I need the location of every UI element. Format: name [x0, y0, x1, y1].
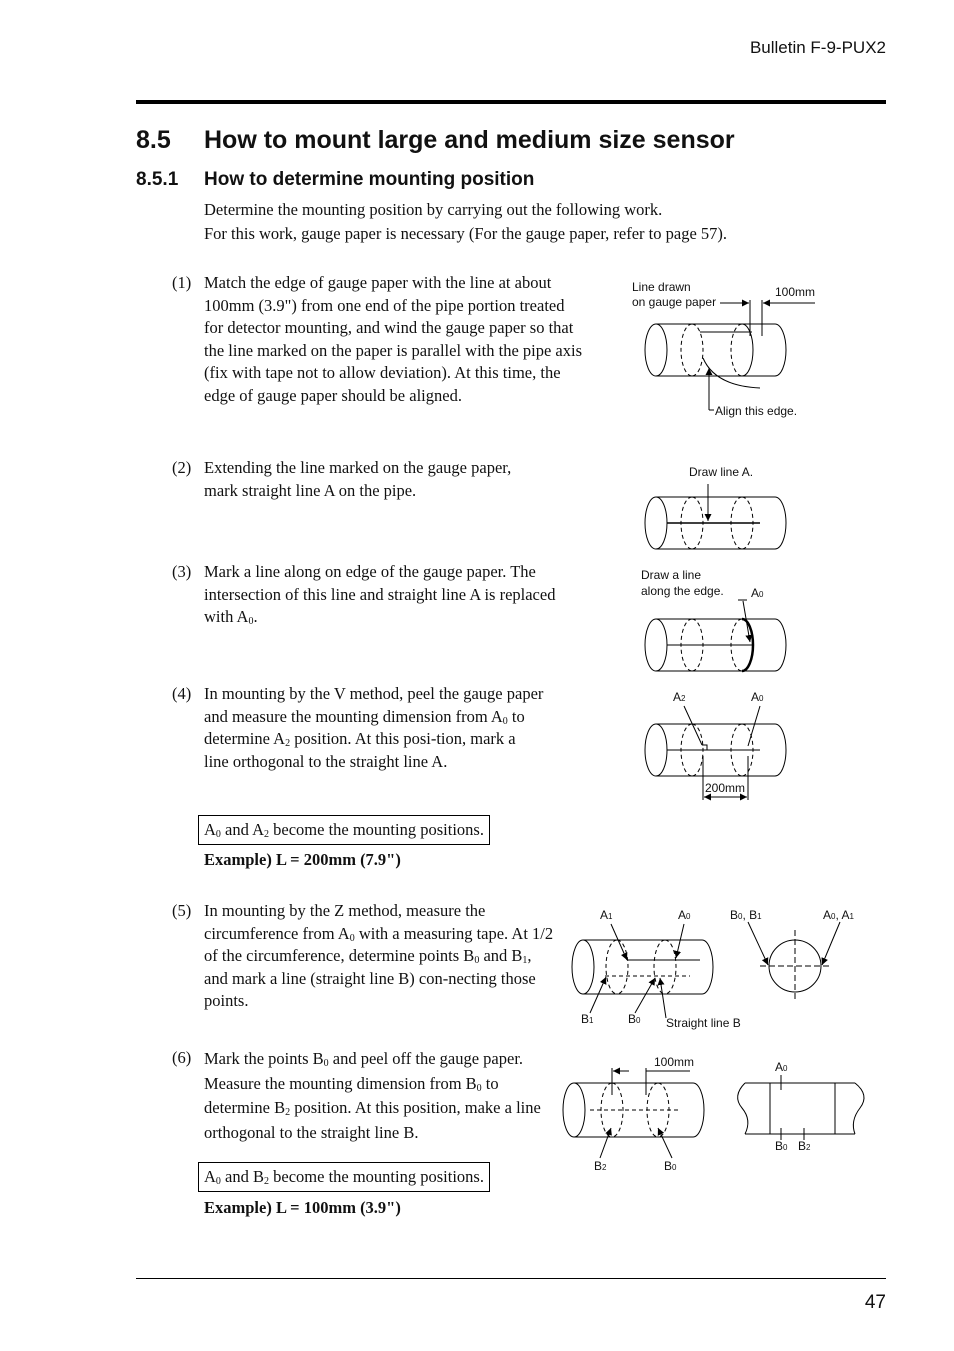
fig3-label-draw-line: Draw a line — [641, 568, 702, 582]
fig6-right-label-a0: A0 — [775, 1060, 788, 1074]
step-number: (3) — [172, 562, 192, 581]
step-4-text: In mounting by the V method, peel the gauge paper and measure the mounting dimension from $A_0$ to determine $A_2$ position. At this posi-tion, mark a line orthogonal to the straight line A. — [204, 684, 544, 771]
fig4-dimension: 200mm — [705, 781, 746, 795]
fig3-label-along-edge: along the edge. — [641, 584, 724, 598]
fig6-right-label-b2: B2 — [798, 1139, 811, 1153]
subsection-number: 8.5.1 — [136, 169, 179, 190]
step-5-text: In mounting by the Z method, measure the circumference from $A_0$ with a measuring tape. At 1/2 of the circumference, determine points $B_0$ and $B_1$, and mark a line (straight line B) con-necting those points. — [204, 901, 554, 1010]
section-number: 8.5 — [136, 126, 171, 154]
fig2-label-draw-a: Draw line A. — [689, 465, 754, 479]
footer-rule — [136, 1278, 886, 1279]
figure-5-z-method-pipe — [572, 924, 713, 1018]
step-number: (1) — [172, 273, 192, 292]
step-number: (4) — [172, 684, 192, 703]
fig5-label-a1: A1 — [600, 908, 613, 922]
fig6-dimension: 100mm — [654, 1055, 695, 1069]
figure-6-pipe-top-view — [738, 1075, 864, 1140]
intro-line-1: Determine the mounting position by carrying out the following work. — [204, 200, 663, 219]
v-method-example: Example) L = 200mm (7.9") — [204, 850, 401, 869]
fig5-label-a0: A0 — [678, 908, 691, 922]
fig4-label-a0: A0 — [751, 690, 764, 704]
fig5-label-b1: B1 — [581, 1012, 594, 1026]
step-1-text: Match the edge of gauge paper with the line at about 100mm (3.9") from one end of the pipe portion treated for detector mounting, and wind the gauge paper so that the line marked on the paper is parallel with the pipe axis (fix with tape not to allow deviation). At this time, the edge of gauge paper should be aligned. — [204, 273, 583, 405]
intro-line-2: For this work, gauge paper is necessary (For the gauge paper, refer to page 57). — [204, 224, 728, 243]
v-method-note: $A_0$ and $A_2$ become the mounting positions. — [198, 815, 490, 845]
fig1-label-line-drawn: Line drawn — [632, 280, 691, 294]
page-number: 47 — [864, 1292, 886, 1313]
fig4-label-a2: A2 — [673, 690, 686, 704]
fig5-label-b0: B0 — [628, 1012, 641, 1026]
fig1-label-on-gauge: on gauge paper — [632, 295, 717, 309]
figure-1-pipe-gauge-paper — [645, 300, 815, 410]
subsection-title: How to determine mounting position — [204, 169, 535, 190]
step-6-text: Mark the points $B_0$ and peel off the gauge paper. Measure the mounting dimension from $B_0$ to determine $B_2$ position. At this position, make a line orthogonal to the straight line B. — [204, 1049, 541, 1142]
fig6-label-b2: B2 — [594, 1159, 607, 1173]
figure-5-cross-section — [748, 922, 840, 1000]
fig6-right-label-b0: B0 — [775, 1139, 788, 1153]
figure-2-line-a — [645, 484, 786, 549]
z-method-example: Example) L = 100mm (3.9") — [204, 1198, 401, 1217]
step-3-text: Mark a line along on edge of the gauge paper. The intersection of this line and straight line A is replaced with $A_0$. — [204, 562, 556, 627]
fig1-dimension: 100mm — [775, 285, 816, 299]
fig5-label-straight-b: Straight line B — [666, 1016, 741, 1030]
step-2-text: Extending the line marked on the gauge paper, mark straight line A on the pipe. — [204, 458, 512, 500]
figure-6-z-method-pipe — [563, 1068, 704, 1158]
fig6-label-b0: B0 — [664, 1159, 677, 1173]
fig1-label-align: Align this edge. — [715, 404, 798, 418]
step-number: (6) — [172, 1048, 192, 1067]
figure-3-edge-line — [645, 600, 786, 671]
section-title: How to mount large and medium size sensor — [204, 126, 735, 154]
fig5-label-a0-a1: A0, A1 — [823, 908, 854, 922]
step-number: (2) — [172, 458, 192, 477]
step-number: (5) — [172, 901, 192, 920]
z-method-note: $A_0$ and $B_2$ become the mounting positions. — [198, 1162, 490, 1192]
fig5-label-b0-b1: B0, B1 — [730, 908, 762, 922]
bulletin-id: Bulletin F-9-PUX2 — [749, 38, 886, 57]
fig3-label-a0: A0 — [751, 586, 764, 600]
